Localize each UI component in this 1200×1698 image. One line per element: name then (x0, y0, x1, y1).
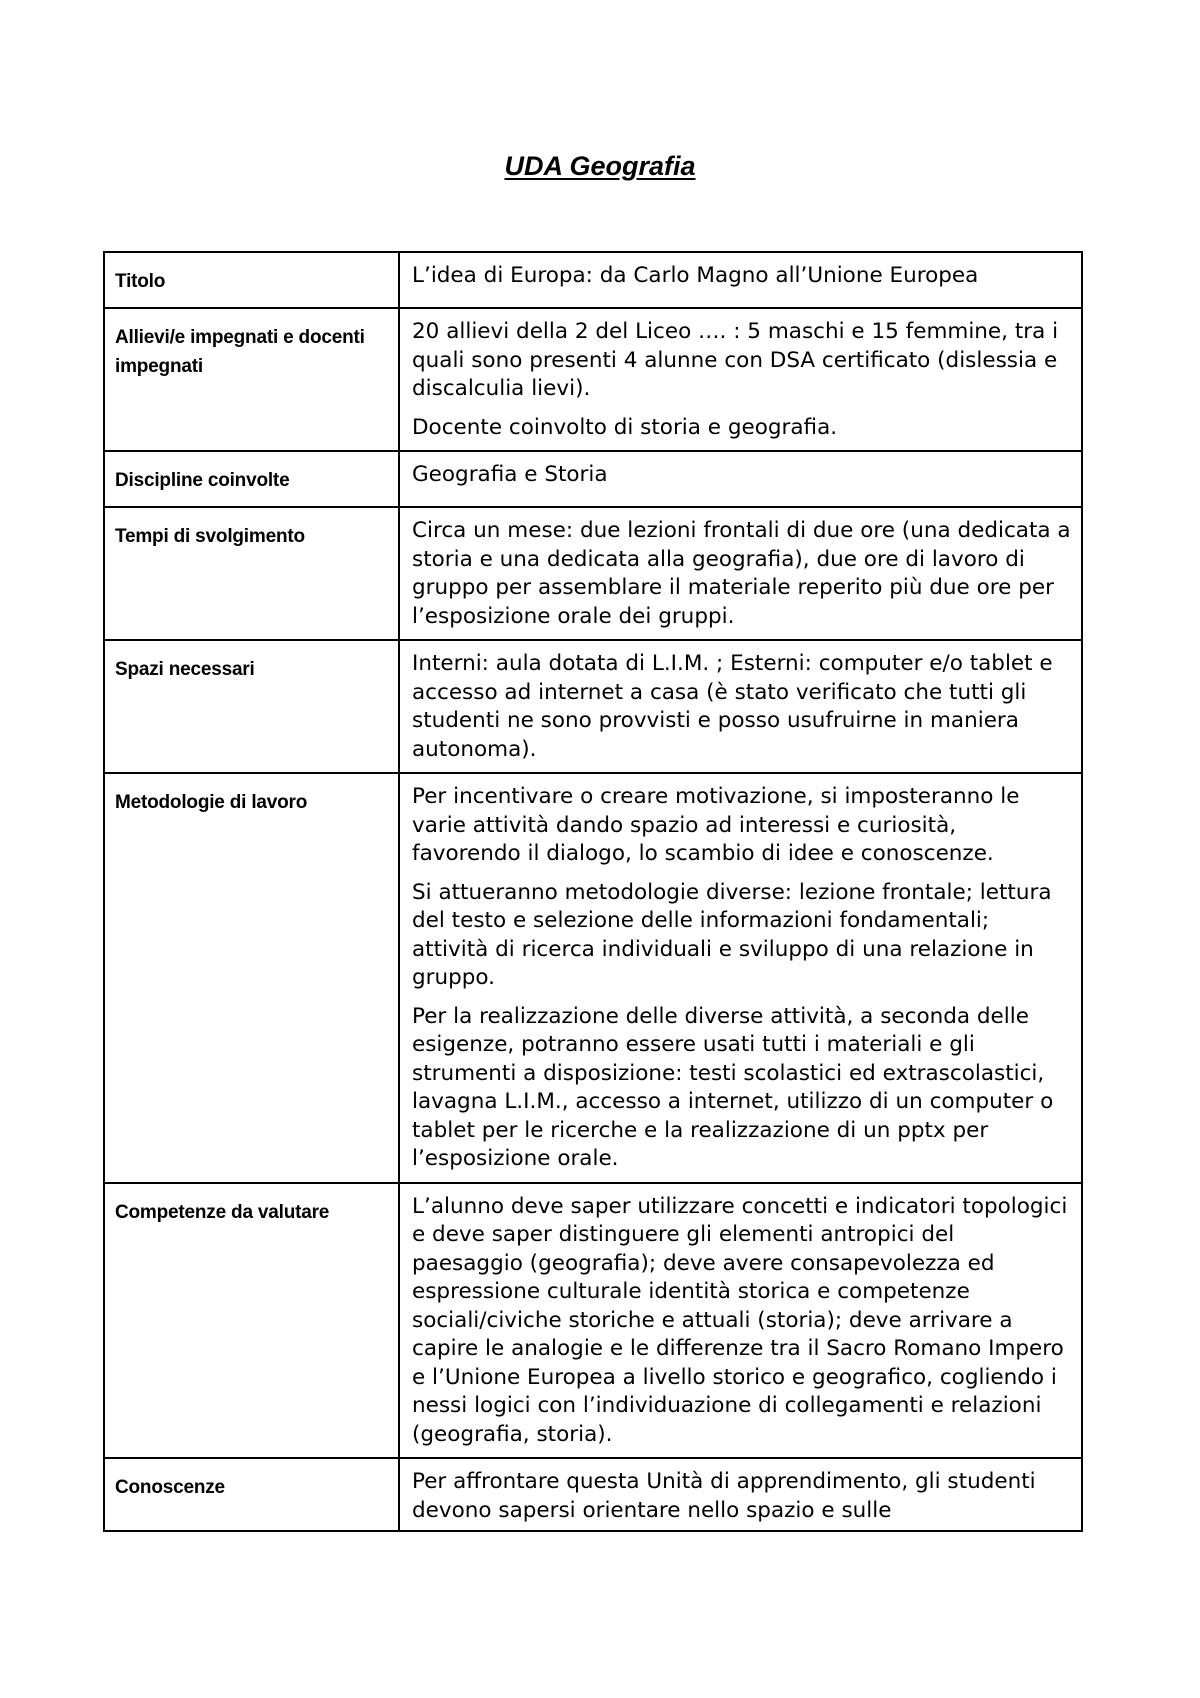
row-content (399, 1183, 1082, 1459)
row-label: Titolo (104, 252, 399, 308)
content-paragraph: Geografia e Storia (412, 462, 608, 487)
table-row (104, 1458, 1082, 1531)
table-row (104, 451, 1082, 507)
row-content (399, 252, 1082, 308)
row-content (399, 773, 1082, 1183)
row-content (399, 308, 1082, 451)
row-label: Tempi di svolgimento (104, 507, 399, 640)
table-row (104, 773, 1082, 1183)
content-paragraph: Si attueranno metodologie diverse: lezione frontale; lettura del testo e selezione delle informazioni fondamentali; attività di ricerca individuali e sviluppo di una relazione in gruppo. (412, 879, 1052, 990)
document-title: UDA Geografia (504, 151, 696, 181)
row-label: Conoscenze (104, 1458, 399, 1531)
uda-table (103, 251, 1083, 1532)
content-paragraph: Docente coinvolto di storia e geografia. (412, 414, 838, 440)
table-row (104, 252, 1082, 308)
content-paragraph: Per la realizzazione delle diverse attività, a seconda delle esigenze, potranno essere usati tutti i materiali e gli strumenti a disposizione: testi scolastici ed extrascolastici, lavagna L.I.M., accesso a internet, utilizzo di un computer o tablet per le ricerche e la realizzazione di un pptx per l’esposizione orale. (412, 1003, 1054, 1171)
row-label: Competenze da valutare (104, 1183, 399, 1459)
content-paragraph: L’idea di Europa: da Carlo Magno all’Unione Europea (412, 263, 979, 288)
content-paragraph: L’alunno deve saper utilizzare concetti e indicatori topologici e deve saper distinguere gli elementi antropici del paesaggio (geografia); deve avere consapevolezza ed espressione culturale identità storica e competenze sociali/civiche storiche e attuali (storia); deve arrivare a capire le analogie e le differenze tra il Sacro Romano Impero e l’Unione Europea a livello storico e geografico, cogliendo i nessi logici con l’individuazione di collegamenti e relazioni (geografia, storia). (412, 1193, 1068, 1447)
content-paragraph: Interni: aula dotata di L.I.M. ; Esterni: computer e/o tablet e accesso ad internet a casa (è stato verificato che tutti gli studenti ne sono provvisti e posso usufruirne in maniera autonoma). (412, 651, 1053, 762)
content-paragraph: Per incentivare o creare motivazione, si imposteranno le varie attività dando spazio ad interessi e curiosità, favorendo il dialogo, lo scambio di idee e conoscenze. (412, 784, 1020, 866)
row-content (399, 1458, 1082, 1531)
content-paragraph: Per affrontare questa Unità di apprendimento, gli studenti devono sapersi orientare nello spazio e sulle (412, 1469, 1036, 1523)
truncated-content (412, 1468, 1071, 1523)
content-paragraph: 20 allievi della 2 del Liceo …. : 5 maschi e 15 femmine, tra i quali sono presenti 4 alunne con DSA certificato (dislessia e discalculia lievi). (412, 319, 1059, 401)
row-content (399, 507, 1082, 640)
row-label: Spazi necessari (104, 640, 399, 773)
row-content (399, 640, 1082, 773)
table-row (104, 308, 1082, 451)
table-row (104, 640, 1082, 773)
row-label: Discipline coinvolte (104, 451, 399, 507)
content-paragraph: Circa un mese: due lezioni frontali di due ore (una dedicata a storia e una dedicata alla geografia), due ore di lavoro di gruppo per assemblare il materiale reperito più due ore per l’esposizione orale dei gruppi. (412, 518, 1071, 629)
row-label: Metodologie di lavoro (104, 773, 399, 1183)
row-label: Allievi/e impegnati e docenti impegnati (104, 308, 399, 451)
table-row (104, 1183, 1082, 1459)
row-content (399, 451, 1082, 507)
table-row (104, 507, 1082, 640)
